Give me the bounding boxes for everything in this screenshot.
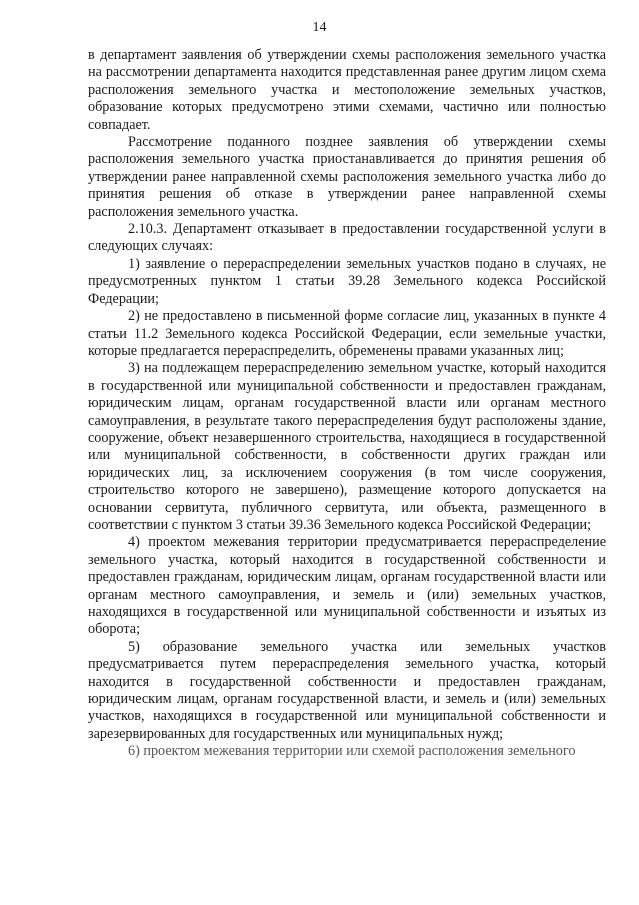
list-item-4: 4) проектом межевания территории предусматривается перераспределение земельного участка, который находится в государственной собственности и предоставлен гражданам, юридическим лицам, органам государственной власти или органам местного самоуправления, и земель и (или) земельных участков, находящихся в государственной или муниципальной собственности и изъятых из оборота; [88, 534, 606, 638]
list-item-6: 6) проектом межевания территории или схемой расположения земельного [128, 743, 576, 760]
paragraph-suspension: Рассмотрение поданного позднее заявления об утверждении схемы расположения земельного участка приостанавливается до принятия решения об утверждении ранее направленной схемы расположения земельного участка либо до принятия решения об отказе в утверждении ранее направленной схемы расположения земельного участка. [88, 134, 606, 220]
list-item-5: 5) образование земельного участка или земельных участков предусматривается путем перераспределения земельного участка, который находится в государственной собственности и предоставлен гражданам, юридическим лицам, органам государственной власти, и земель и (или) земельных участков, находящихся в государственной или муниципальной собственности и зарезервированных для государственных или муниципальных нужд; [88, 638, 606, 742]
paragraph-continuation: в департамент заявления об утверждении схемы расположения земельного участка на рассмотрении департамента находится представленная ранее другим лицом схема расположения земельного участка и местоположение земельных участков, образование которых предусмотрено этими схемами, частично или полностью совпадает. [88, 47, 606, 133]
list-item-1: 1) заявление о перераспределении земельных участков подано в случаях, не предусмотренных пунктом 1 статьи 39.28 Земельного кодекса Российской Федерации; [88, 255, 606, 307]
paragraph-refusal-heading: 2.10.3. Департамент отказывает в предоставлении государственной услуги в следующих случаях: [88, 221, 606, 255]
document-body [88, 47, 606, 761]
list-item-2: 2) не предоставлено в письменной форме согласие лиц, указанных в пункте 4 статьи 11.2 Земельного кодекса Российской Федерации, если земельные участки, которые предлагается перераспределить, обременены правами указанных лиц; [88, 308, 606, 359]
page-number: 14 [312, 20, 327, 35]
list-item-3: 3) на подлежащем перераспределению земельном участке, который находится в государственной или муниципальной собственности и предоставлен гражданам, юридическим лицам, органам государственной власти или органам местного самоуправления, в результате такого перераспределения будут расположены здание, сооружение, объект незавершенного строительства, находящиеся в государственной или муниципальной собственности, в собственности других граждан или юридических лиц, за исключением сооружения (в том числе сооружения, строительство которого не завершено), размещение которого допускается на основании сервитута, публичного сервитута, или объекта, размещенного в соответствии с пунктом 3 статьи 39.36 Земельного кодекса Российской Федерации; [88, 360, 606, 533]
